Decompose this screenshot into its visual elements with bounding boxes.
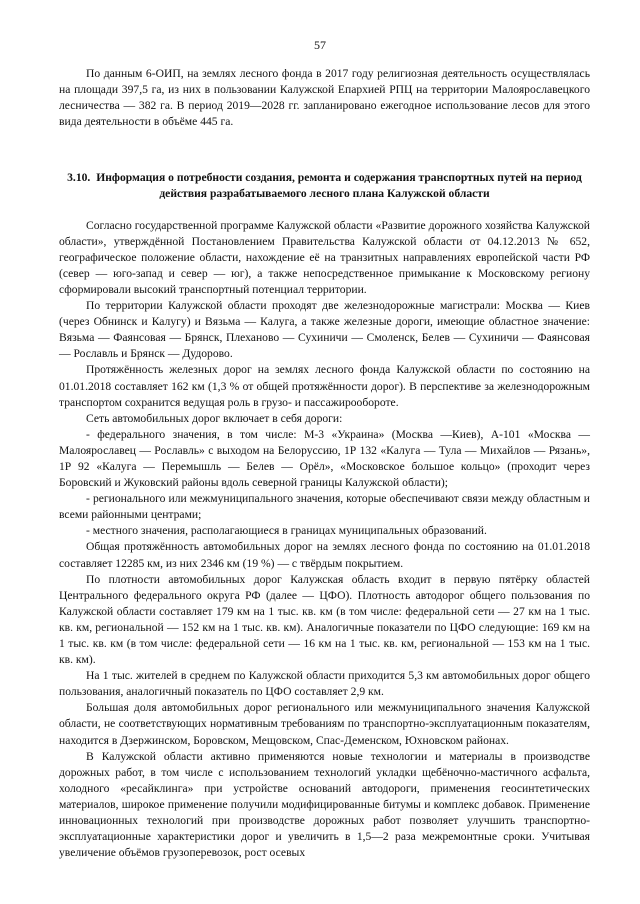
section-heading <box>59 170 590 202</box>
section-title: Информация о потребности создания, ремонта и содержания транспортных путей на период действия разрабатываемого лесного плана Калужской области <box>96 171 582 201</box>
section-number: 3.10. <box>67 171 91 185</box>
page-content <box>59 66 590 861</box>
paragraph: По плотности автомобильных дорог Калужская область входит в первую пятёрку областей Центрального федерального округа РФ (далее — ЦФО). Плотность автодорог общего пользования по Калужской области составляет 179 км на 1 тыс. кв. км (в том числе: федеральной сети — 27 км на 1 тыс. кв. км, региональной — 152 км на 1 тыс. кв. км). Аналогичные показатели по ЦФО следующие: 169 км на 1 тыс. кв. км (в том числе: федеральной сети — 16 км на 1 тыс. кв. км, региональной — 153 км на 1 тыс. кв. км). <box>59 572 590 667</box>
intro-paragraph: По данным 6-ОИП, на землях лесного фонда в 2017 году религиозная деятельность осуществлялась на площади 397,5 га, из них в пользовании Калужской Епархией РПЦ на территории Малоярославецкого лесничества — 382 га. В период 2019—2028 гг. запланировано ежегодное использование лесов для этого вида деятельности в объёме 445 га. <box>59 67 590 129</box>
paragraph: Согласно государственной программе Калужской области «Развитие дорожного хозяйства Калужской области», утверждённой Постановлением Правительства Калужской области от 04.12.2013 № 652, географическое положение области, нахождение её на транзитных направлениях европейской части РФ (север — юго-запад и север — юг), а также непосредственное примыкание к Московскому региону сформировали высокий транспортный потенциал территории. <box>59 218 590 296</box>
paragraph: По территории Калужской области проходят две железнодорожные магистрали: Москва — Киев (через Обнинск и Калугу) и Вязьма — Калуга, а также железные дороги, имеющие областное значение: Вязьма — Фаянсовая — Брянск, Плеханово — Сухиничи — Смоленск, Белев — Сухиничи — Фаянсовая — Рославль и Брянск — Дудорово. <box>59 299 590 361</box>
page-number: 57 <box>314 38 326 52</box>
paragraph: Общая протяжённость автомобильных дорог на землях лесного фонда по состоянию на 01.01.2018 составляет 12285 км, из них 2346 км (19 %) — с твёрдым покрытием. <box>59 540 590 570</box>
paragraph: Протяжённость железных дорог на землях лесного фонда Калужской области по состоянию на 01.01.2018 составляет 162 км (1,3 % от общей протяжённости дорог). В перспективе за железнодорожным транспортом сохранится ведущая роль в грузо- и пассажирообороте. <box>59 363 590 409</box>
paragraph: Большая доля автомобильных дорог регионального или межмуниципального значения Калужской области, не соответствующих нормативным требованиям по транспортно-эксплуатационным показателям, находится в Дзержинском, Боровском, Мещовском, Спас-Деменском, Юхновском районах. <box>59 701 590 747</box>
road-list-item: - регионального или межмуниципального значения, которые обеспечивают связи между областным и всеми районными центрами; <box>59 492 590 522</box>
paragraph: Сеть автомобильных дорог включает в себя дороги: <box>86 411 343 425</box>
paragraph: На 1 тыс. жителей в среднем по Калужской области приходится 5,3 км автомобильных дорог общего пользования, аналогичный показатель по ЦФО составляет 2,9 км. <box>59 669 590 699</box>
road-list-item: - местного значения, располагающиеся в границах муниципальных образований. <box>86 524 487 538</box>
paragraph: В Калужской области активно применяются новые технологии и материалы в производстве дорожных работ, в том числе с использованием технологий укладки щебёночно-мастичного асфальта, холодного «ресайклинга» при устройстве оснований автодороги, применения геосинтетических материалов, широкое применение получили модифицированные битумы и комплекс добавок. Применение инновационных технологий при производстве дорожных работ позволяет улучшить транспортно-эксплуатационные характеристики дорог и увеличить в 1,5—2 раза межремонтные сроки. Учитывая увеличение объёмов грузоперевозок, рост осевых <box>59 749 590 860</box>
road-list-item: - федерального значения, в том числе: М-3 «Украина» (Москва —Киев), А-101 «Москва — Малоярославец — Рославль» с выходом на Белоруссию, 1Р 132 «Калуга — Тула — Михайлов — Рязань», 1Р 92 «Калуга — Перемышль — Белев — Орёл», «Московское большое кольцо» (проходит через Боровский и Жуковский районы вдоль северной границы Калужской области); <box>59 427 590 490</box>
